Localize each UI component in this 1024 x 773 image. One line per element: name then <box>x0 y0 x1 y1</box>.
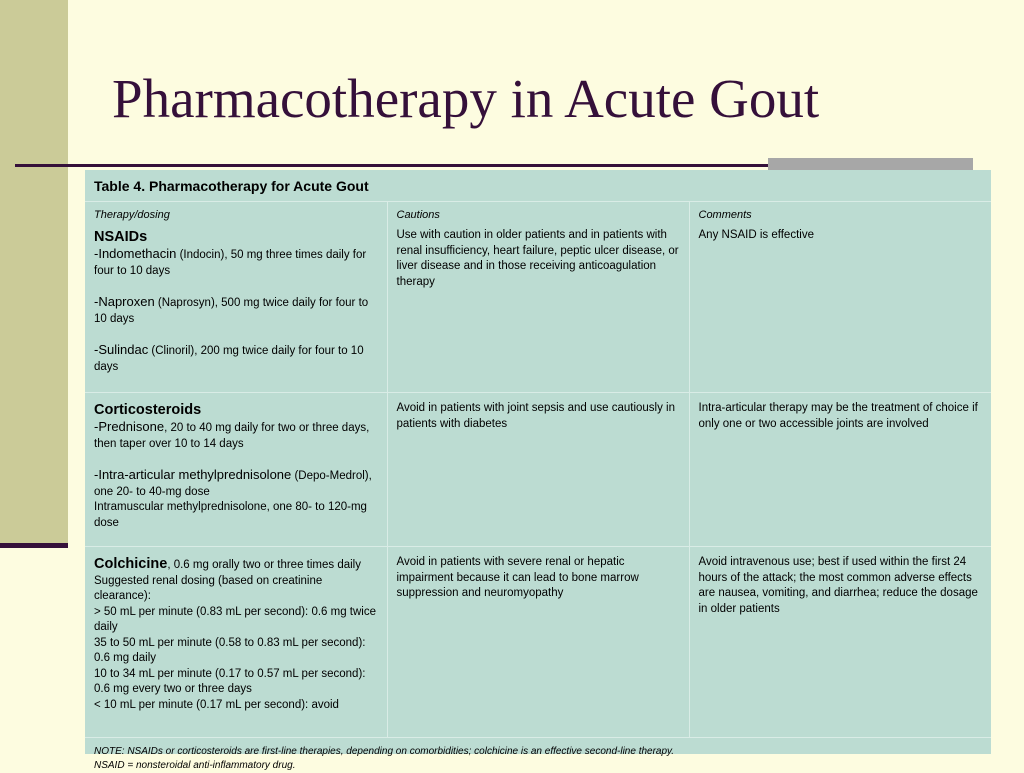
corticosteroids-comments: Intra-articular therapy may be the treatment of choice if only one or two accessible joints are involved <box>689 393 991 547</box>
slide-title: Pharmacotherapy in Acute Gout <box>112 64 819 134</box>
methylprednisolone-dose: (Depo-Medrol), one 20- to 40-mg dose <box>94 470 372 498</box>
note-abbreviation: NSAID = nonsteroidal anti-inflammatory drug. <box>94 759 982 773</box>
prednisone-dose: , 20 to 40 mg daily for two or three days, then taper over 10 to 14 days <box>94 422 369 450</box>
gout-table-panel <box>85 170 991 754</box>
table-header-row <box>85 201 991 228</box>
colchicine-renal-heading: Suggested renal dosing (based on creatinine clearance): <box>94 574 378 605</box>
table-row-corticosteroids <box>85 393 991 547</box>
indomethacin-dose: (Indocin), 50 mg three times daily for four to 10 days <box>94 249 366 277</box>
nsaids-category: NSAIDs <box>94 228 378 246</box>
note-line: NOTE: NSAIDs or corticosteroids are first-line therapies, depending on comorbidities; colchicine is an effective second-line therapy. <box>94 745 982 759</box>
sulindac-name: -Sulindac <box>94 342 148 357</box>
corticosteroids-category: Corticosteroids <box>94 401 378 419</box>
colchicine-dose: , 0.6 mg orally two or three times daily <box>167 559 361 571</box>
table-row-colchicine <box>85 547 991 738</box>
header-cautions: Cautions <box>387 201 689 228</box>
nsaids-therapy-cell <box>85 228 387 393</box>
colchicine-therapy-cell <box>85 547 387 738</box>
methylprednisolone-im: Intramuscular methylprednisolone, one 80- to 120-mg dose <box>94 500 378 531</box>
table-caption-row <box>85 170 991 201</box>
prednisone-entry <box>94 419 378 452</box>
nsaids-comments: Any NSAID is effective <box>689 228 991 393</box>
colchicine-renal-line: < 10 mL per minute (0.17 mL per second): avoid <box>94 698 378 714</box>
naproxen-entry <box>94 294 378 327</box>
indomethacin-entry <box>94 246 378 279</box>
sulindac-dose: (Clinoril), 200 mg twice daily for four to 10 days <box>94 345 364 373</box>
sulindac-entry <box>94 342 378 375</box>
colchicine-cautions: Avoid in patients with severe renal or hepatic impairment because it can lead to bone marrow suppression and neuromyopathy <box>387 547 689 738</box>
gout-table <box>85 170 991 773</box>
header-therapy: Therapy/dosing <box>85 201 387 228</box>
side-decor-band <box>0 0 68 545</box>
methylprednisolone-name: -Intra-articular methylprednisolone <box>94 467 291 482</box>
side-decor-rule <box>0 543 68 548</box>
table-caption: Table 4. Pharmacotherapy for Acute Gout <box>85 170 991 201</box>
indomethacin-name: -Indomethacin <box>94 246 176 261</box>
colchicine-entry <box>94 555 378 574</box>
table-row-nsaids <box>85 228 991 393</box>
colchicine-renal-line: > 50 mL per minute (0.83 mL per second): 0.6 mg twice daily <box>94 605 378 636</box>
corticosteroids-cautions: Avoid in patients with joint sepsis and use cautiously in patients with diabetes <box>387 393 689 547</box>
prednisone-name: -Prednisone <box>94 419 164 434</box>
corticosteroids-therapy-cell <box>85 393 387 547</box>
accent-bar <box>768 158 973 170</box>
naproxen-name: -Naproxen <box>94 294 155 309</box>
colchicine-category: Colchicine <box>94 556 167 572</box>
methylprednisolone-entry <box>94 467 378 500</box>
nsaids-cautions: Use with caution in older patients and in patients with renal insufficiency, heart failure, peptic ulcer disease, or liver disease and in those receiving anticoagulation therapy <box>387 228 689 393</box>
title-underline <box>15 164 770 167</box>
naproxen-dose: (Naprosyn), 500 mg twice daily for four to 10 days <box>94 297 368 325</box>
colchicine-comments: Avoid intravenous use; best if used within the first 24 hours of the attack; the most common adverse effects are nausea, vomiting, and diarrhea; reduce the dosage in older patients <box>689 547 991 738</box>
colchicine-renal-line: 10 to 34 mL per minute (0.17 to 0.57 mL per second): 0.6 mg every two or three days <box>94 667 378 698</box>
header-comments: Comments <box>689 201 991 228</box>
colchicine-renal-line: 35 to 50 mL per minute (0.58 to 0.83 mL per second): 0.6 mg daily <box>94 636 378 667</box>
